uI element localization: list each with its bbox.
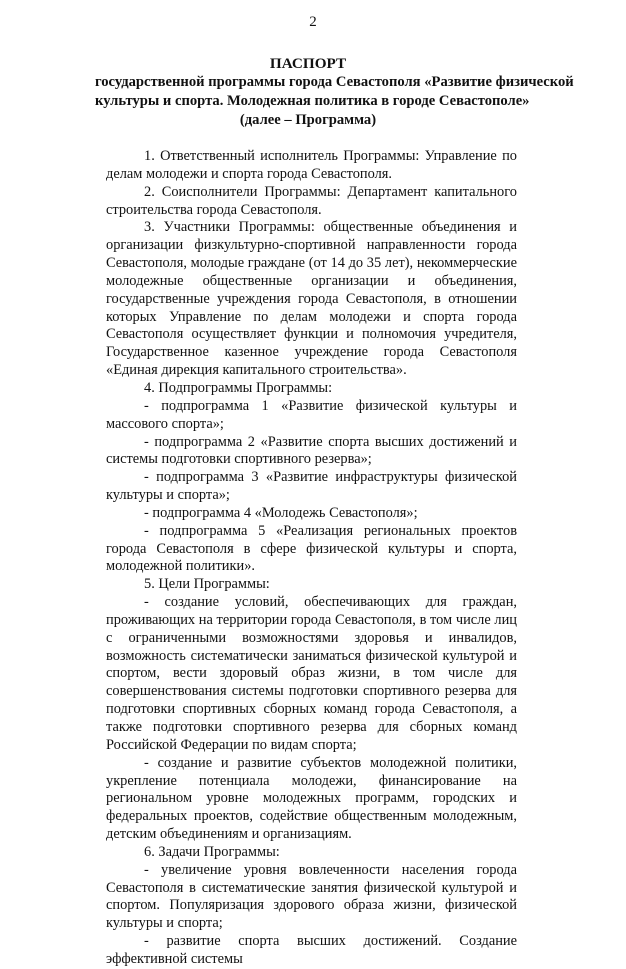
paragraph-15: - развитие спорта высших достижений. Создание эффективной системы	[106, 933, 517, 967]
paragraph-13: 6. Задачи Программы:	[144, 843, 280, 860]
heading-line-3: культуры и спорта. Молодежная политика в городе Севастополе»	[95, 93, 530, 109]
heading-title: ПАСПОРТ	[269, 55, 347, 72]
paragraph-1: 1. Ответственный исполнитель Программы: Управление по делам молодежи и спорта города Севастополя.	[106, 148, 517, 182]
heading-line-2: государственной программы города Севастополя «Развитие физической	[95, 74, 574, 90]
paragraph-14: - увеличение уровня вовлеченности населения города Севастополя в систематические занятия физической культурой и спортом. Популяризация здорового образа жизни, физической культуры и спорта;	[106, 861, 517, 932]
paragraph-3: 3. Участники Программы: общественные объединения и организации физкультурно-спортивной направленности города Севастополя, молодые граждане (от 14 до 35 лет), некоммерческие молодежные общественные организации и объединения, государственные учреждения города Севастополя, в отношении которых Управление по делам молодежи и спорта города Севастополя осуществляет функции и полномочия учредителя, Государственное казенное учреждение города Севастополя «Единая дирекция капитального строительства».	[106, 219, 517, 379]
paragraph-11: - создание условий, обеспечивающих для граждан, проживающих на территории города Севастополя, в том числе лиц с ограниченными возможностями здоровья и инвалидов, возможность систематически заниматься физической культурой и спортом, вести здоровый образ жизни, в том числе для совершенствования системы подготовки спортивного резерва для подготовки спортивных сборных команд города Севастополя, а также подготовки спортивного резерва для сборных команд Российской Федерации по видам спорта;	[106, 594, 517, 753]
paragraph-2: 2. Соисполнители Программы: Департамент капитального строительства города Севастополя.	[106, 183, 517, 218]
paragraph-6: - подпрограмма 2 «Развитие спорта высших достижений и системы подготовки спортивного резерва»;	[106, 433, 517, 468]
page-number: 2	[309, 14, 317, 30]
paragraph-12: - создание и развитие субъектов молодежной политики, укрепление потенциала молодежи, финансирование на региональном уровне молодежных программ, городских и федеральных проектов, содействие общественным молодежным, детским объединениям и организациям.	[106, 754, 517, 843]
paragraph-5: - подпрограмма 1 «Развитие физической культуры и массового спорта»;	[106, 397, 517, 432]
paragraph-7: - подпрограмма 3 «Развитие инфраструктуры физической культуры и спорта»;	[106, 469, 517, 504]
paragraph-8: - подпрограмма 4 «Молодежь Севастополя»;	[144, 504, 418, 521]
paragraph-9: - подпрограмма 5 «Реализация региональных проектов города Севастополя в сфере физической культуры и спорта, молодежной политики».	[106, 522, 517, 575]
document-body	[106, 148, 517, 969]
paragraph-4: 4. Подпрограммы Программы:	[144, 379, 333, 396]
heading-line-4: (далее – Программа)	[239, 112, 377, 128]
document-heading	[95, 54, 574, 130]
paragraph-10: 5. Цели Программы:	[144, 576, 270, 593]
